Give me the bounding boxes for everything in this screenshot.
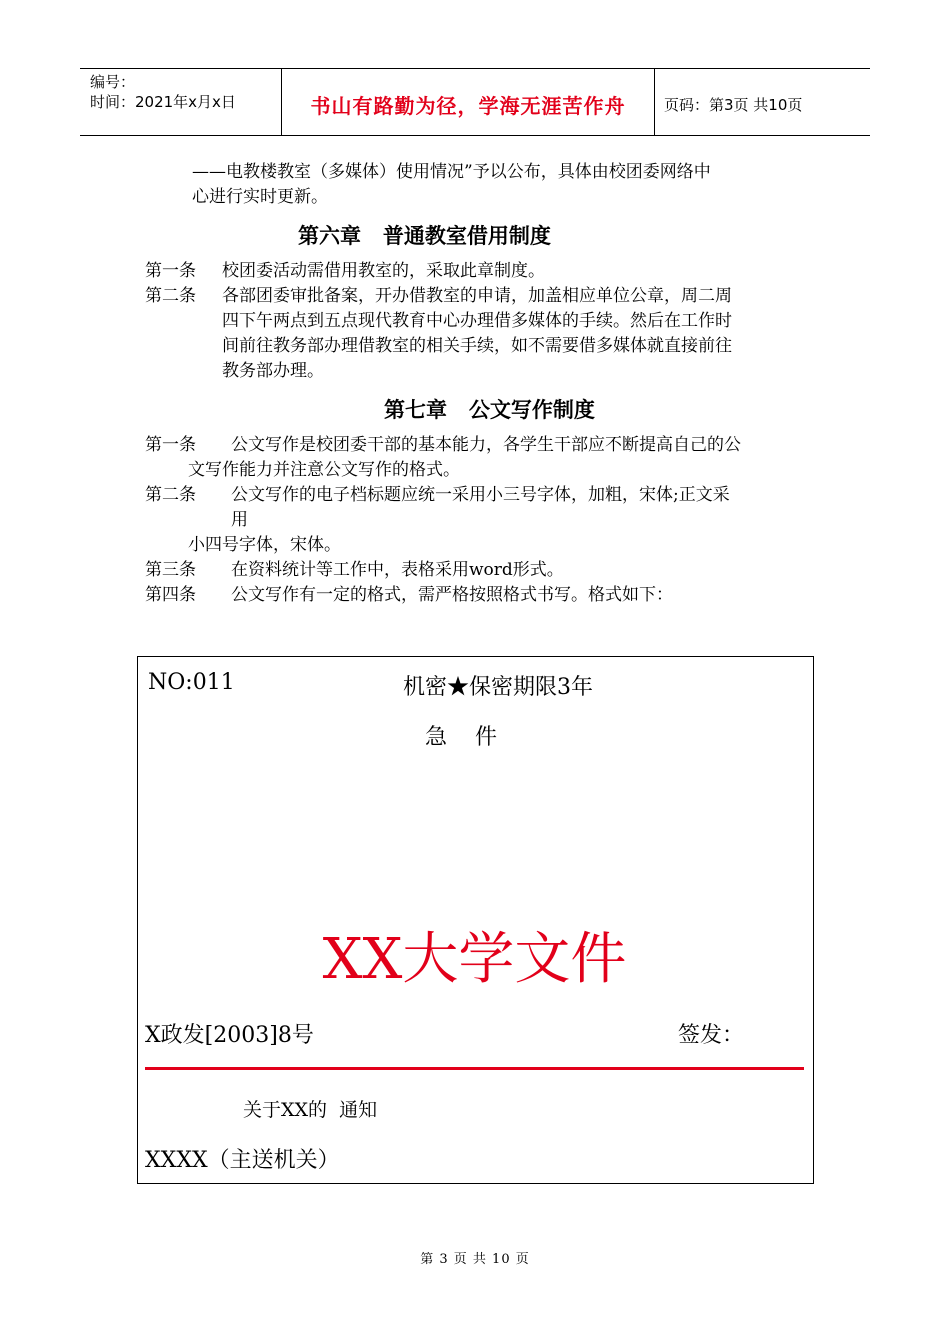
chapter7-art1-number: 第一条 bbox=[145, 435, 196, 455]
chapter6-art2-line-4: 教务部办理。 bbox=[222, 361, 324, 381]
chapter6-art1-number: 第一条 bbox=[145, 261, 196, 281]
chapter6-art2-line-1: 各部团委审批备案，开办借教室的申请，加盖相应单位公章，周二周 bbox=[222, 286, 732, 306]
sample-recipient: XXXX（主送机关） bbox=[145, 1148, 340, 1173]
header-page-label: 页码：第3页 共10页 bbox=[664, 96, 803, 114]
chapter7-title: 第七章 公文写作制度 bbox=[384, 397, 595, 422]
chapter7-art2-line-1: 公文写作的电子档标题应统一采用小三号字体，加粗，宋体;正文采 bbox=[231, 485, 730, 505]
chapter6-art2-number: 第二条 bbox=[145, 286, 196, 306]
page-footer: 第 3 页 共 10 页 bbox=[420, 1252, 530, 1267]
sample-subject: 关于XX的 通知 bbox=[243, 1099, 378, 1121]
chapter7-art1-line-1: 公文写作是校团委干部的基本能力，各学生干部应不断提高自己的公 bbox=[231, 435, 741, 455]
sample-doc-number: X政发[2003]8号 bbox=[145, 1023, 314, 1048]
sample-doc-no: NO:011 bbox=[148, 670, 235, 695]
chapter7-art1-line-2: 文写作能力并注意公文写作的格式。 bbox=[188, 460, 460, 480]
chapter7-art2-line-3: 小四号字体，宋体。 bbox=[188, 535, 341, 555]
sample-issuer-label: 签发： bbox=[678, 1023, 745, 1048]
chapter6-art2-line-3: 间前往教务部办理借教室的相关手续，如不需要借多媒体就直接前往 bbox=[222, 336, 732, 356]
header-top-rule bbox=[80, 68, 870, 69]
sample-red-title: XX大学文件 bbox=[322, 927, 627, 992]
sample-urgent-mark: 急 件 bbox=[425, 725, 497, 750]
header-time-label: 时间：2021年x月x日 bbox=[90, 93, 236, 111]
chapter6-title: 第六章 普通教室借用制度 bbox=[298, 223, 551, 248]
chapter7-art2-line-2: 用 bbox=[231, 510, 248, 530]
chapter7-art2-number: 第二条 bbox=[145, 485, 196, 505]
header-number-label: 编号： bbox=[90, 73, 136, 91]
intro-line-1: ——电教楼教室（多媒体）使用情况”予以公布，具体由校团委网络中 bbox=[192, 162, 711, 182]
chapter6-art2-line-2: 四下午两点到五点现代教育中心办理借多媒体的手续。然后在工作时 bbox=[222, 311, 732, 331]
sample-secret-level: 机密★保密期限3年 bbox=[403, 675, 593, 700]
header-bottom-rule bbox=[80, 135, 870, 136]
chapter7-art4-text: 公文写作有一定的格式，需严格按照格式书写。格式如下： bbox=[231, 585, 673, 605]
intro-line-2: 心进行实时更新。 bbox=[192, 187, 328, 207]
header-motto: 书山有路勤为径，学海无涯苦作舟 bbox=[310, 94, 626, 118]
chapter7-art4-number: 第四条 bbox=[145, 585, 196, 605]
chapter7-art3-number: 第三条 bbox=[145, 560, 196, 580]
chapter7-art3-text: 在资料统计等工作中，表格采用word形式。 bbox=[231, 560, 564, 580]
chapter6-art1-text: 校团委活动需借用教室的，采取此章制度。 bbox=[222, 261, 545, 281]
sample-red-separator bbox=[145, 1067, 804, 1070]
header-divider-right bbox=[654, 68, 655, 135]
